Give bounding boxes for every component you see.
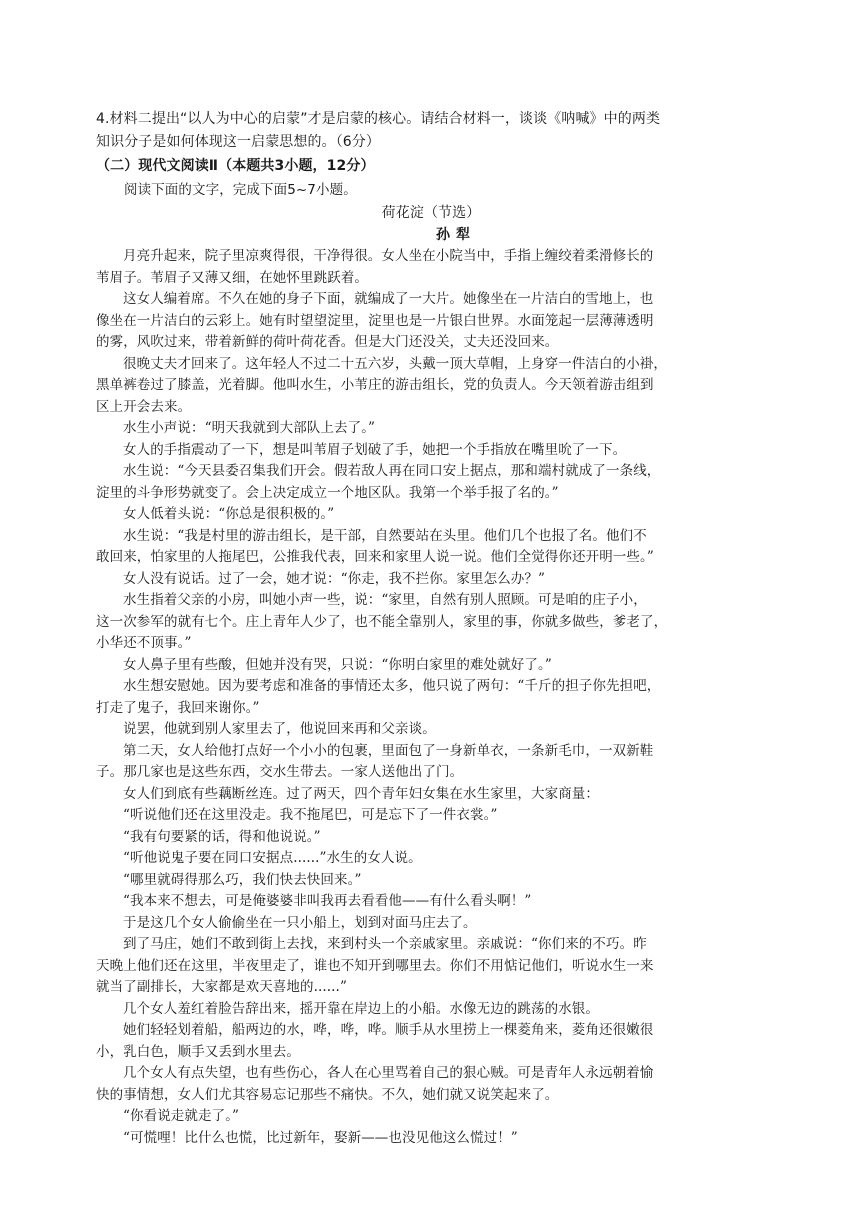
article-line: “你看说走就走了。” [123, 1108, 240, 1124]
article-line: 小，乳白色，顺手又丢到水里去。 [96, 1043, 300, 1060]
article-line: 黑单裤卷过了膝盖，光着脚。他叫水生，小苇庄的游击组长，党的负责人。今天领着游击组到 [96, 377, 654, 393]
article-line: 这女人编着席。不久在她的身子下面，就编成了一大片。她像坐在一片洁白的雪地上，也 [123, 291, 654, 307]
article-line: 说罢，他就到别人家里去了，他说回来再和父亲谈。 [123, 721, 436, 737]
article-line: 水生小声说：“明天我就到大部队上去了。” [123, 420, 376, 436]
article-line: 打走了鬼子，我回来谢你。” [96, 699, 260, 716]
article-line: 这一次参军的就有七个。庄上青年人少了，也不能全靠别人，家里的事，你就多做些，爹老了， [96, 613, 668, 630]
article-line: 苇眉子。苇眉子又薄又细，在她怀里跳跃着。 [96, 269, 368, 286]
article-line: 天晚上他们还在这里，半夜里走了，谁也不知开到哪里去。你们不用惦记他们，听说水生一来 [96, 957, 654, 974]
article-author: 孙犁 [436, 227, 476, 243]
article-line: 淀里的斗争形势就变了。会上决定成立一个地区队。我第一个举手报了名的。” [96, 484, 559, 501]
article-line: 像坐在一片洁白的云彩上。她有时望望淀里，淀里也是一片银白世界。水面笼起一层薄薄透明 [96, 312, 654, 329]
article-line: 月亮升起来，院子里凉爽得很，干净得很。女人坐在小院当中，手指上缠绞着柔滑修长的 [123, 248, 654, 264]
article-title: 荷花淀（节选） [381, 205, 481, 221]
question-4-line-1: 4.材料二提出“以人为中心的启蒙”才是启蒙的核心。请结合材料一，谈谈《呐喊》中的两类 [96, 111, 661, 127]
article-line: 水生说：“我是村里的游击组长，是干部，自然要站在头里。他们几个也报了名。他们不 [123, 527, 647, 544]
article-line: 几个女人羞红着脸告辞出来，摇开靠在岸边上的小船。水像无边的跳荡的水银。 [123, 1000, 599, 1017]
article-line: “我本来不想去，可是俺婆婆非叫我再去看看他——有什么看头啊！” [123, 893, 532, 909]
article-line: “听说他们还在这里没走。我不拖尾巴，可是忘下了一件衣裳。” [123, 807, 498, 823]
article-line: “我有句要紧的话，得和他说说。” [123, 828, 321, 845]
article-line: 女人们到底有些藕断丝连。过了两天，四个青年妇女集在水生家里，大家商量： [123, 785, 599, 802]
article-line: “听他说鬼子要在同口安据点......”水生的女人说。 [123, 850, 422, 866]
article-line: 女人鼻子里有些酸，但她并没有哭，只说：“你明白家里的难处就好了。” [123, 656, 552, 673]
article-line: 水生想安慰她。因为要考虑和准备的事情还太多，他只说了两句：“千斤的担子你先担吧， [123, 678, 661, 694]
article-line: 于是这几个女人偷偷坐在一只小船上，划到对面马庄去了。 [123, 914, 477, 931]
article-line: 女人没有说话。过了一会，她才说：“你走，我不拦你。家里怎么办？” [123, 570, 546, 587]
article-line: 女人的手指震动了一下，想是叫苇眉子划破了手，她把一个手指放在嘴里吮了一下。 [123, 441, 627, 458]
exam-page [96, 108, 746, 1149]
section-heading: （二）现代文阅读Ⅱ（本题共3小题，12分） [96, 158, 375, 174]
article-line: 就当了副排长，大家都是欢天喜地的......” [96, 979, 347, 995]
article-line: 到了马庄，她们不敢到街上去找，来到村头一个亲戚家里。亲戚说：“你们来的不巧。昨 [123, 936, 647, 952]
article-line: 的雾，风吹过来，带着新鲜的荷叶荷花香。但是大门还没关，丈夫还没回来。 [96, 334, 559, 350]
article-line: 很晚丈夫才回来了。这年轻人不过二十五六岁，头戴一顶大草帽，上身穿一件洁白的小褂， [123, 355, 667, 372]
article-line: 水生指着父亲的小房，叫她小声一些，说：“家里，自然有别人照顾。可是咱的庄子小， [123, 592, 647, 608]
article-line: 区上开会去来。 [96, 398, 192, 415]
article-line: 敢回来，怕家里的人拖尾巴，公推我代表，回来和家里人说一说。他们全觉得你还开明一些。” [96, 549, 654, 565]
article-line: 她们轻轻划着船，船两边的水，哗，哗，哗。顺手从水里捞上一棵菱角来，菱角还很嫩很 [123, 1022, 654, 1038]
article-line: “可慌哩！比什么也慌，比过新年，娶新——也没见他这么慌过！” [123, 1129, 518, 1146]
article-body [96, 246, 746, 1149]
question-4-line-2: 知识分子是如何体现这一启蒙思想的。（6分） [96, 134, 381, 150]
article-line: 快的事情想，女人们尤其容易忘记那些不痛快。不久，她们就又说笑起来了。 [96, 1086, 559, 1103]
article-line: 几个女人有点失望，也有些伤心，各人在心里骂着自己的狠心贼。可是青年人永远朝着愉 [123, 1065, 654, 1081]
article-line: 水生说：“今天县委召集我们开会。假若敌人再在同口安上据点，那和端村就成了一条线， [123, 463, 661, 479]
article-line: 第二天，女人给他打点好一个小小的包裹，里面包了一身新单衣，一条新毛巾，一双新鞋 [123, 742, 654, 759]
article-line: 女人低着头说：“你总是很积极的。” [123, 506, 335, 522]
article-line: 小华还不顶事。” [96, 635, 192, 651]
reading-instruction: 阅读下面的文字，完成下面5~7小题。 [124, 182, 357, 198]
article-line: 子。那几家也是这些东西，交水生带去。一家人送他出了门。 [96, 764, 464, 780]
article-line: “哪里就碍得那么巧，我们快去快回来。” [123, 871, 362, 888]
